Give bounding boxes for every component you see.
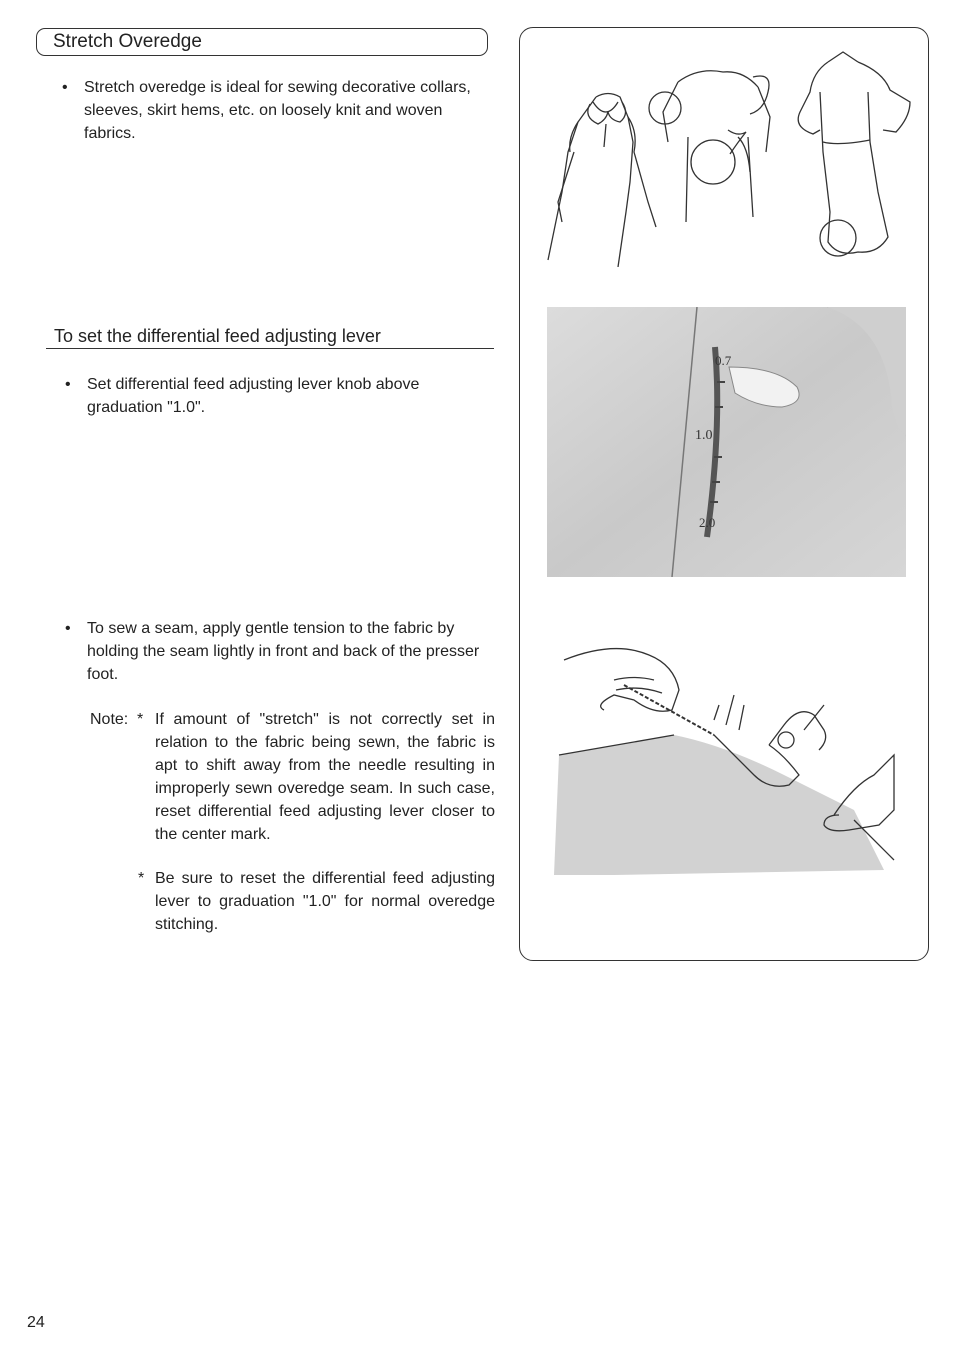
- note-label: Note:: [90, 711, 129, 728]
- seam-bullet: [65, 617, 495, 692]
- lever-bullet: [65, 373, 495, 423]
- dial-label-0-7: 0.7: [715, 353, 732, 368]
- intro-text: Stretch overedge is ideal for sewing decorative collars, sleeves, skirt hems, etc. on loosely knit and woven fabrics.: [84, 79, 471, 142]
- lever-heading: To set the differential feed adjusting lever: [46, 325, 494, 349]
- note-marker: *: [137, 711, 144, 728]
- section-title: Stretch Overedge: [36, 28, 488, 56]
- page-number: 24: [27, 1314, 45, 1331]
- dial-label-1-0: 1.0: [695, 428, 713, 443]
- lever-instruction: Set differential feed adjusting lever knob above graduation "1.0".: [87, 376, 420, 416]
- dial-label-2-0: 2.0: [699, 515, 716, 530]
- bullet-marker: •: [65, 620, 71, 637]
- note-marker: *: [138, 870, 145, 887]
- garment-illustration: [538, 42, 918, 267]
- bullet-marker: •: [65, 376, 71, 393]
- note-text-1: If amount of "stretch" is not correctly set in relation to the fabric being sewn, the fabric is apt to shift away from the needle resulting in improperly sewn overedge seam. In such case, reset differential feed adjusting lever closer to the center mark.: [155, 711, 495, 843]
- intro-bullet: [62, 76, 494, 156]
- lever-photo: [547, 307, 906, 577]
- sewing-seam-illustration: [554, 635, 899, 880]
- seam-instruction: To sew a seam, apply gentle tension to the fabric by holding the seam lightly in front and back of the presser foot.: [87, 620, 480, 683]
- bullet-marker: •: [62, 79, 68, 96]
- note-text-2: Be sure to reset the differential feed adjusting lever to graduation "1.0" for normal overedge stitching.: [155, 870, 495, 933]
